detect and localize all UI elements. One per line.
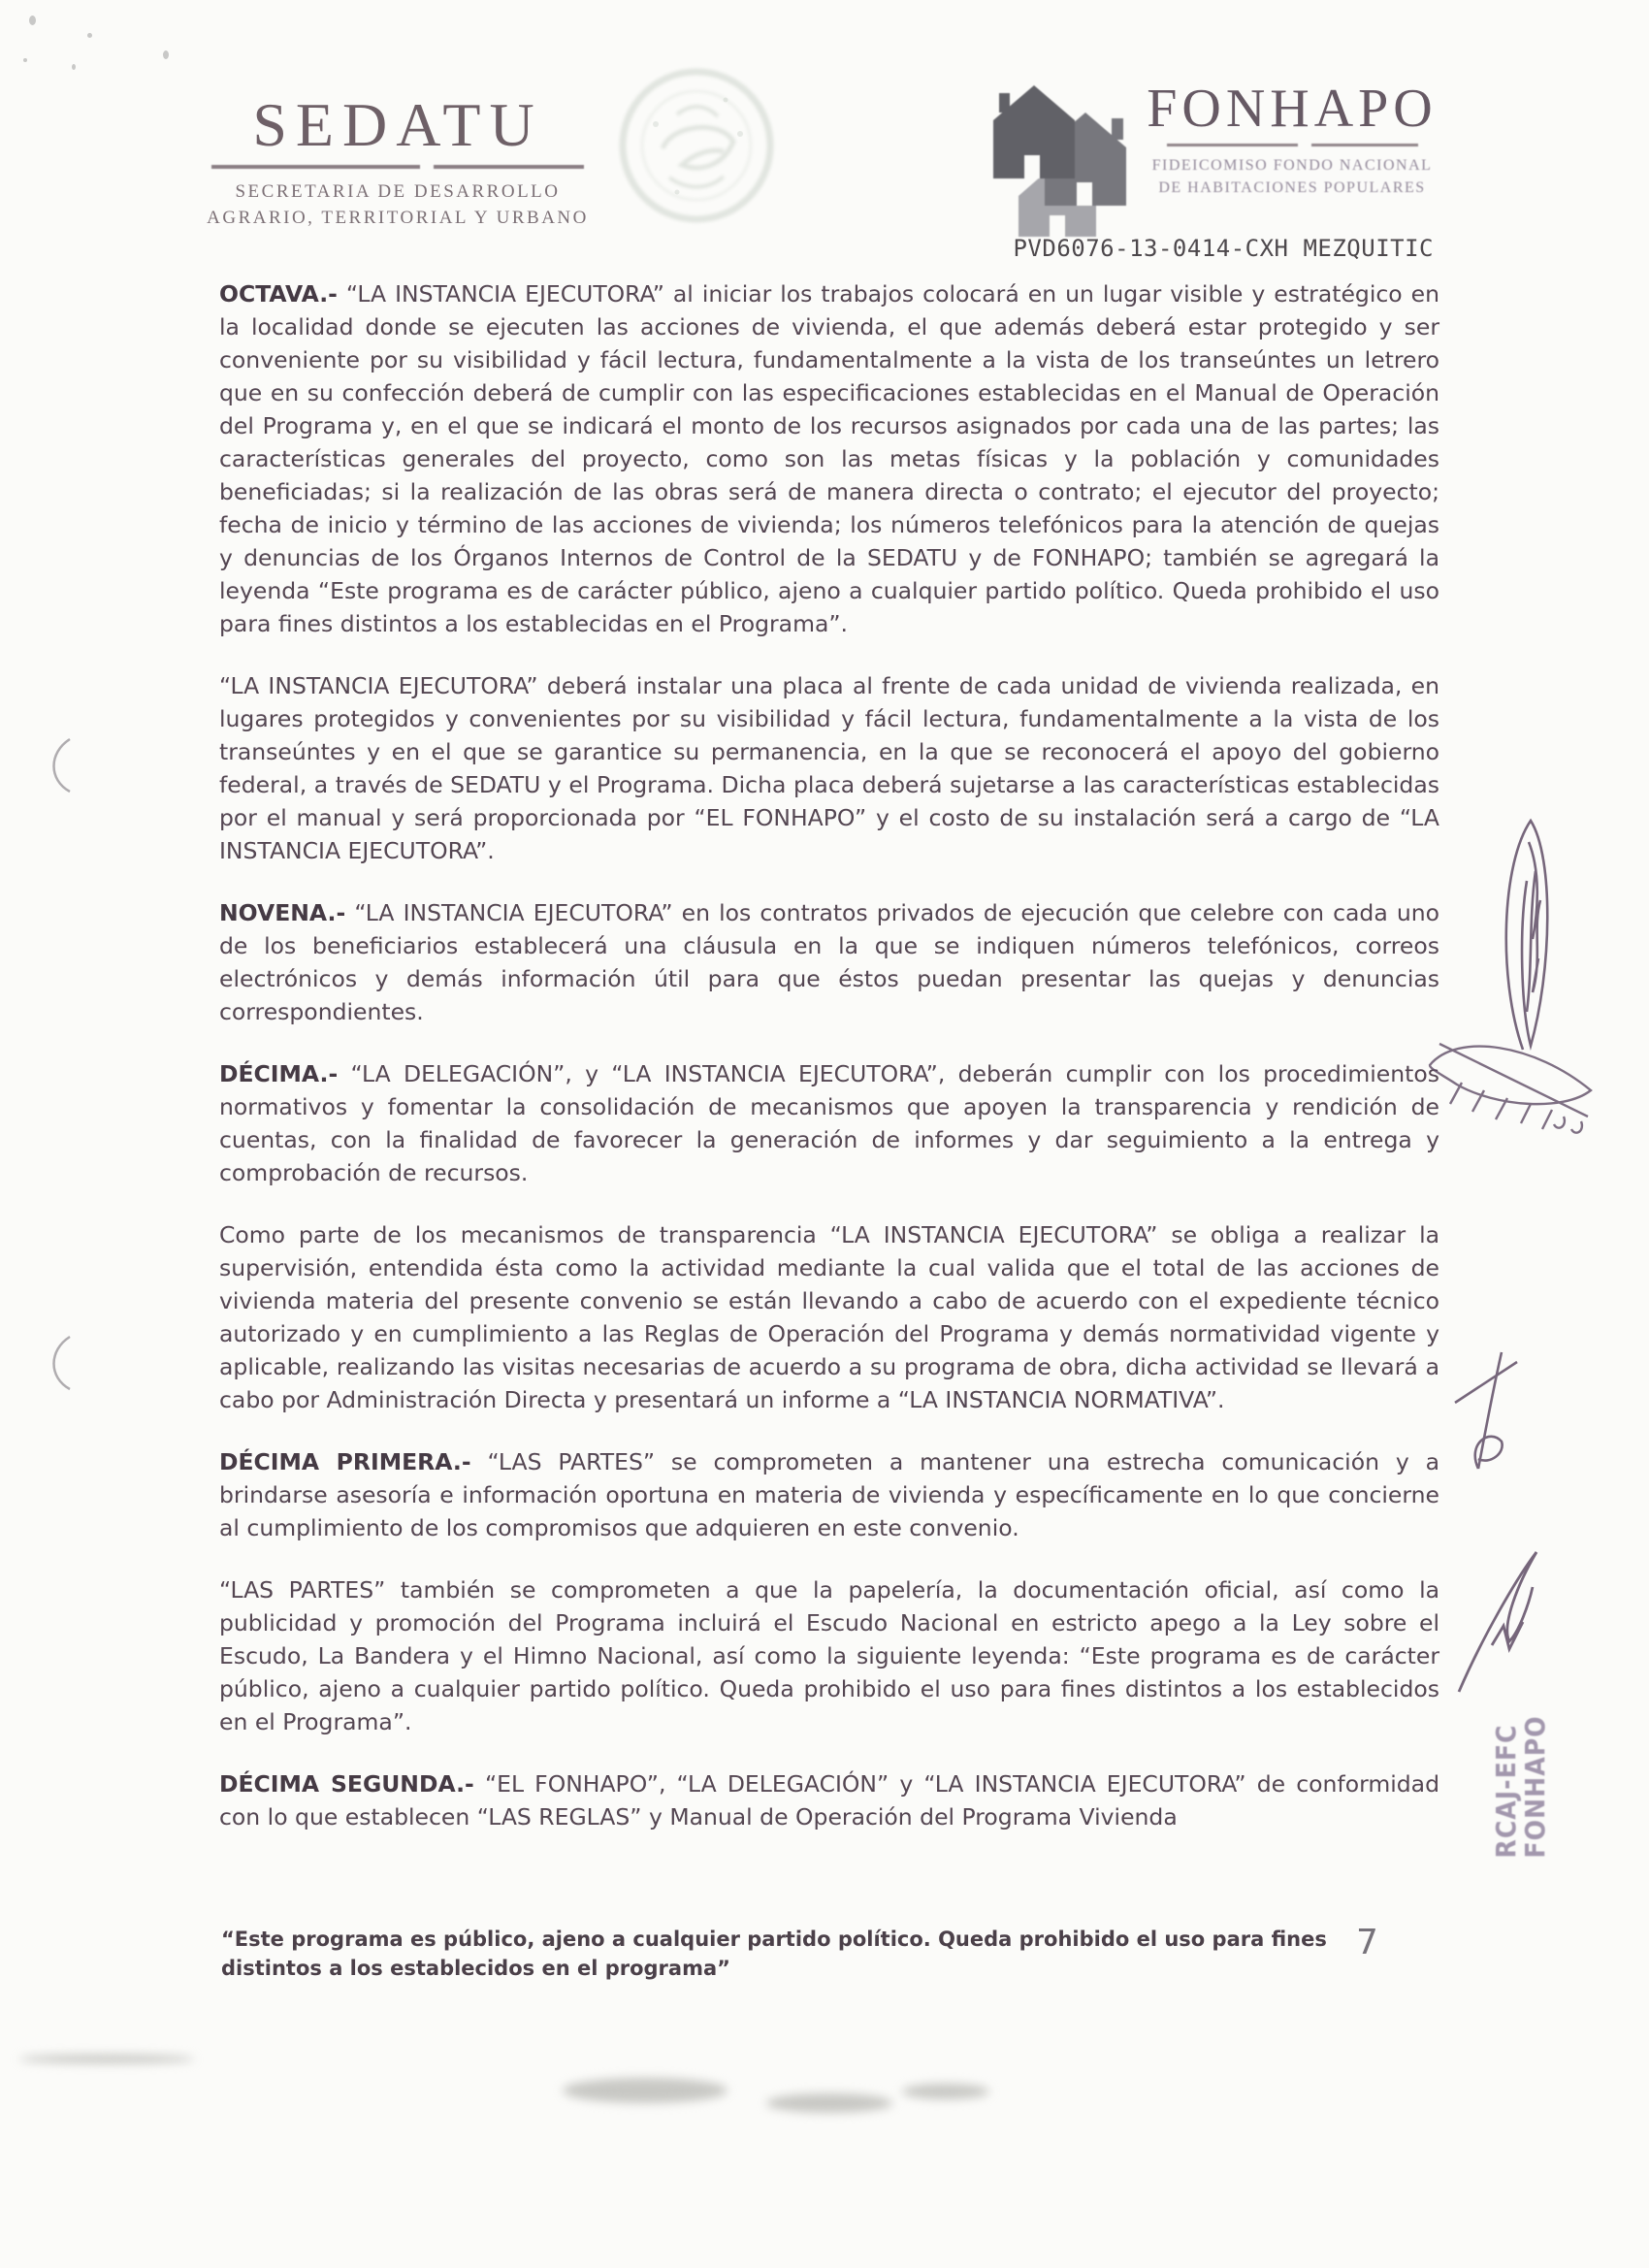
clause-text: “LA INSTANCIA EJECUTORA” al iniciar los trabajos colocará en un lugar visible y estratégico en la localidad donde se ejecuten las acciones de vivienda, el que además deberá estar protegido y ser conveniente por su visibilidad y fácil lectura, fundamentalmente a la vista de los transeúntes un letrero que en su confección deberá de cumplir con las especificaciones establecidas en el Manual de Operación del Programa y, en el que se indicará el monto de los recursos asignados por cada una de las partes; las características generales del proyecto, como son las metas físicas y la población y comunidades beneficiadas; si la realización de las obras será de manera directa o contrato; el ejecutor del proyecto; fecha de inicio y término de las acciones de vivienda; los números telefónicos para la atención de quejas y denuncias de los Órganos Internos de Control de la SEDATU y de FONHAPO; también se agregará la leyenda “Este programa es de carácter público, ajeno a cualquier partido político. Queda prohibido el uso para fines distintos a los establecidas en el Programa”. (219, 280, 1439, 637)
clause-text: “LAS PARTES” también se comprometen a que la papelería, la documentación oficial, así como la publicidad y promoción del Programa incluirá el Escudo Nacional en estricto apego a la Ley sobre el Escudo, La Bandera y el Himno Nacional, así como la siguiente leyenda: “Este programa es de carácter público, ajeno a cualquier partido político. Queda prohibido el uso para fines distintos a los establecidos en el Programa”. (219, 1576, 1439, 1735)
clause-label: OCTAVA.- (219, 280, 338, 308)
scan-speck (163, 50, 169, 59)
scan-smudge (563, 2078, 728, 2103)
paragraph-novena (219, 896, 1439, 1028)
fonhapo-houses-icon (991, 70, 1142, 243)
scan-smudge (19, 2055, 194, 2063)
fonhapo-logo-subtitle: FIDEICOMISO FONDO NACIONAL DE HABITACIONES POPULARES (1151, 157, 1433, 196)
clause-text: “LA INSTANCIA EJECUTORA” deberá instalar una placa al frente de cada unidad de vivienda realizada, en lugares protegidos y convenientes por su visibilidad y fácil lectura, fundamentalmente a la vista de los transeúntes y en el que se garantice su permanencia, en la que se reconocerá el apoyo del gobierno federal, a través de SEDATU y el Programa. Dicha placa deberá sujetarse a las características establecidas por el manual y será proporcionada por “EL FONHAPO” y el costo de su instalación será a cargo de “LA INSTANCIA EJECUTORA”. (219, 672, 1439, 864)
reference-number: PVD6076-13-0414-CXH MEZQUITIC (1013, 235, 1434, 262)
fonhapo-logo-text (1147, 78, 1438, 199)
fonhapo-logo-title: FONHAPO (1147, 79, 1438, 139)
signature-mark (1441, 1346, 1538, 1477)
clause-label: DÉCIMA SEGUNDA.- (219, 1770, 474, 1798)
scan-arc-artifact (41, 735, 80, 797)
scan-speck (87, 33, 92, 38)
scan-speck (29, 16, 36, 25)
clause-label: DÉCIMA.- (219, 1060, 339, 1087)
signature-mark (1418, 1015, 1622, 1150)
sedatu-logo-rule (165, 165, 630, 169)
paragraph-papeleria (219, 1573, 1439, 1738)
paragraph-decima (219, 1057, 1439, 1189)
stamp-line: RCAJ-EFC (1490, 1724, 1522, 1859)
initials-stamp (1434, 1700, 1608, 1874)
footer-legend: “Este programa es público, ajeno a cualquier partido político. Queda prohibido el uso para fines distintos a los establecidos en el programa” (221, 1928, 1327, 1980)
fonhapo-logo-rule (1147, 144, 1438, 146)
paragraph-placa (219, 669, 1439, 867)
document-body (219, 277, 1439, 1863)
sedatu-logo (165, 89, 630, 231)
stamp-line: FONHAPO (1519, 1715, 1551, 1859)
clause-text: “LAS PARTES” se comprometen a mantener una estrecha comunicación y a brindarse asesoría e información oportuna en materia de vivienda y específicamente en lo que concierne al cumplimiento de los compromisos que adquieren en este convenio. (219, 1448, 1439, 1541)
scan-speck (23, 58, 27, 62)
clause-text: “EL FONHAPO”, “LA DELEGACIÓN” y “LA INSTANCIA EJECUTORA” de conformidad con lo que establecen “LAS REGLAS” y Manual de Operación del Programa Vivienda (219, 1770, 1439, 1831)
mexican-seal-icon (609, 56, 784, 235)
signature-mark (1441, 1544, 1558, 1700)
scan-arc-artifact (41, 1333, 80, 1395)
paragraph-supervision (219, 1218, 1439, 1416)
clause-label: DÉCIMA PRIMERA.- (219, 1448, 471, 1475)
sedatu-logo-subtitle: SECRETARIA DE DESARROLLO AGRARIO, TERRITORIAL Y URBANO (207, 181, 589, 228)
sedatu-logo-title: SEDATU (252, 90, 543, 159)
clause-text: “LA DELEGACIÓN”, y “LA INSTANCIA EJECUTORA”, deberán cumplir con los procedimientos normativos y fomentar la consolidación de mecanismos que apoyen la transparencia y rendición de cuentas, con la finalidad de favorecer la generación de informes y dar seguimiento a la entrega y comprobación de recursos. (219, 1060, 1439, 1186)
clause-text: Como parte de los mecanismos de transparencia “LA INSTANCIA EJECUTORA” se obliga a realizar la supervisión, entendida ésta como la actividad mediante la cual valida que el total de las acciones de vivienda materia del presente convenio se están llevando a cabo de acuerdo con el expediente técnico autorizado y en cumplimiento a las Reglas de Operación del Programa y demás normatividad vigente y aplicable, realizando las visitas necesarias de acuerdo a su programa de obra, dicha actividad se llevará a cabo por Administración Directa y presentará un informe a “LA INSTANCIA NORMATIVA”. (219, 1221, 1439, 1413)
scan-smudge (766, 2093, 892, 2113)
paragraph-octava (219, 277, 1439, 640)
scan-smudge (902, 2084, 989, 2099)
clause-label: NOVENA.- (219, 899, 346, 926)
clause-text: “LA INSTANCIA EJECUTORA” en los contratos privados de ejecución que celebre con cada uno de los beneficiarios establecerá una cláusula en la que se indiquen números telefónicos, correos electrónicos y demás información útil para que éstos puedan presentar las quejas y denuncias correspondientes. (219, 899, 1439, 1025)
paragraph-decima-primera (219, 1445, 1439, 1544)
scan-speck (72, 64, 76, 70)
paragraph-decima-segunda (219, 1767, 1439, 1833)
page-number: 7 (1356, 1923, 1378, 1962)
